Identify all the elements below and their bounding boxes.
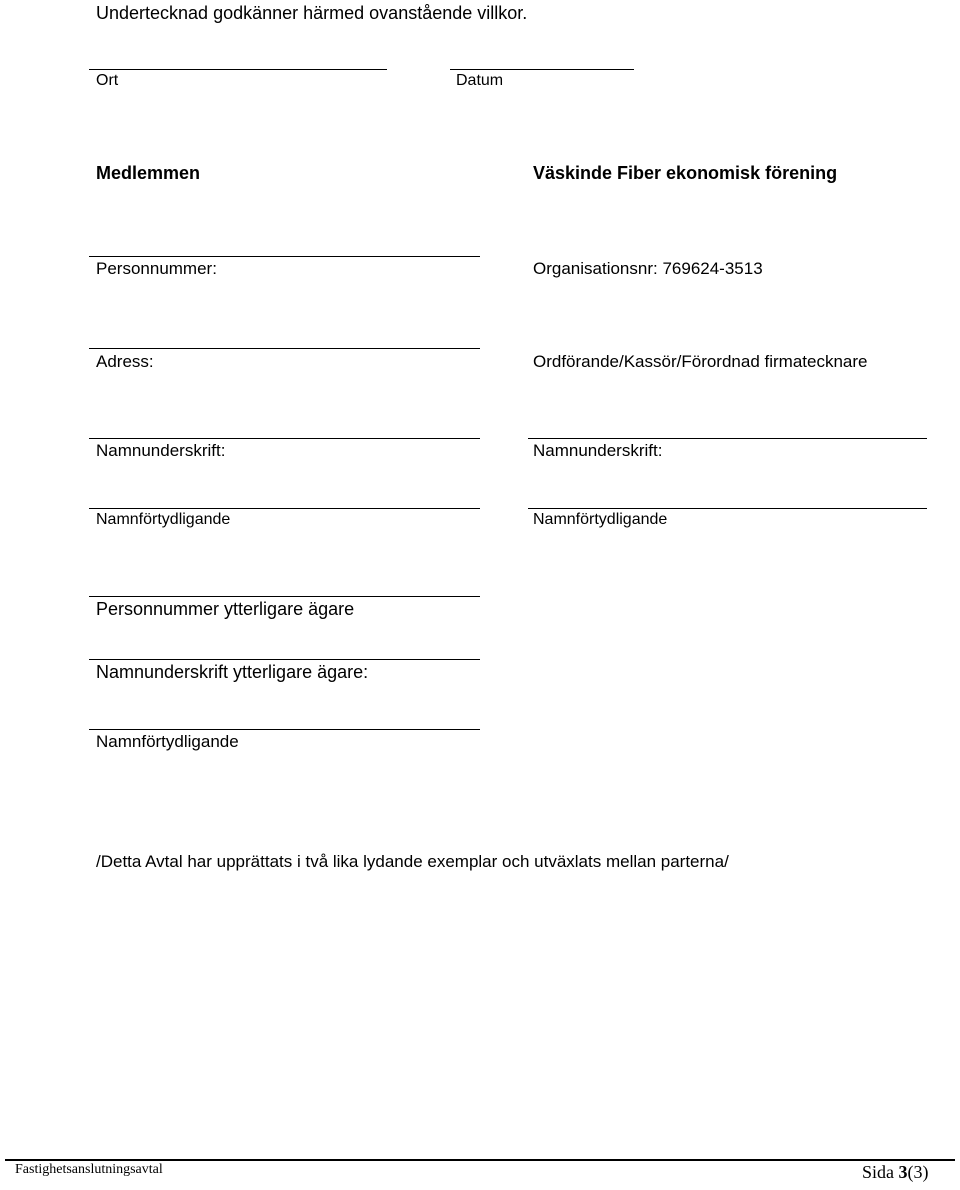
- member-address-line: [89, 348, 480, 349]
- additional-owner-personal-number-label: Personnummer ytterligare ägare: [96, 599, 355, 619]
- association-heading: Väskinde Fiber ekonomisk förening: [533, 163, 838, 183]
- intro-text: Undertecknad godkänner härmed ovanstående villkor.: [96, 3, 528, 23]
- member-address-label: Adress:: [96, 352, 154, 371]
- member-signature-line: [89, 438, 480, 439]
- date-signature-line: [450, 69, 634, 70]
- footer-rule: [5, 1159, 955, 1161]
- member-personal-number-line: [89, 256, 480, 257]
- additional-owner-signature-line: [89, 659, 480, 660]
- association-signature-line: [528, 438, 927, 439]
- footer-document-name: Fastighetsanslutningsavtal: [15, 1162, 163, 1177]
- place-signature-line: [89, 69, 387, 70]
- additional-owner-signature-label: Namnunderskrift ytterligare ägare:: [96, 662, 369, 682]
- footer-page-total: (3): [907, 1162, 929, 1182]
- additional-owner-name-clarification-line: [89, 729, 480, 730]
- member-personal-number-label: Personnummer:: [96, 259, 217, 278]
- date-label: Datum: [456, 72, 504, 89]
- additional-owner-personal-number-line: [89, 596, 480, 597]
- footer-page-prefix: Sida: [862, 1162, 899, 1182]
- additional-owner-name-clarification-label: Namnförtydligande: [96, 732, 239, 751]
- association-org-number: Organisationsnr: 769624-3513: [533, 259, 763, 278]
- place-label: Ort: [96, 72, 119, 89]
- association-name-clarification-label: Namnförtydligande: [533, 511, 668, 528]
- association-signatory-role: Ordförande/Kassör/Förordnad firmatecknare: [533, 352, 868, 371]
- footer-page-current: 3: [898, 1162, 908, 1182]
- member-signature-label: Namnunderskrift:: [96, 441, 226, 460]
- footer-page-number: [862, 1163, 929, 1181]
- association-signature-label: Namnunderskrift:: [533, 441, 663, 460]
- member-heading: Medlemmen: [96, 163, 201, 183]
- closing-note: /Detta Avtal har upprättats i två lika lydande exemplar och utväxlats mellan parterna/: [96, 852, 729, 871]
- member-name-clarification-line: [89, 508, 480, 509]
- association-name-clarification-line: [528, 508, 927, 509]
- member-name-clarification-label: Namnförtydligande: [96, 511, 231, 528]
